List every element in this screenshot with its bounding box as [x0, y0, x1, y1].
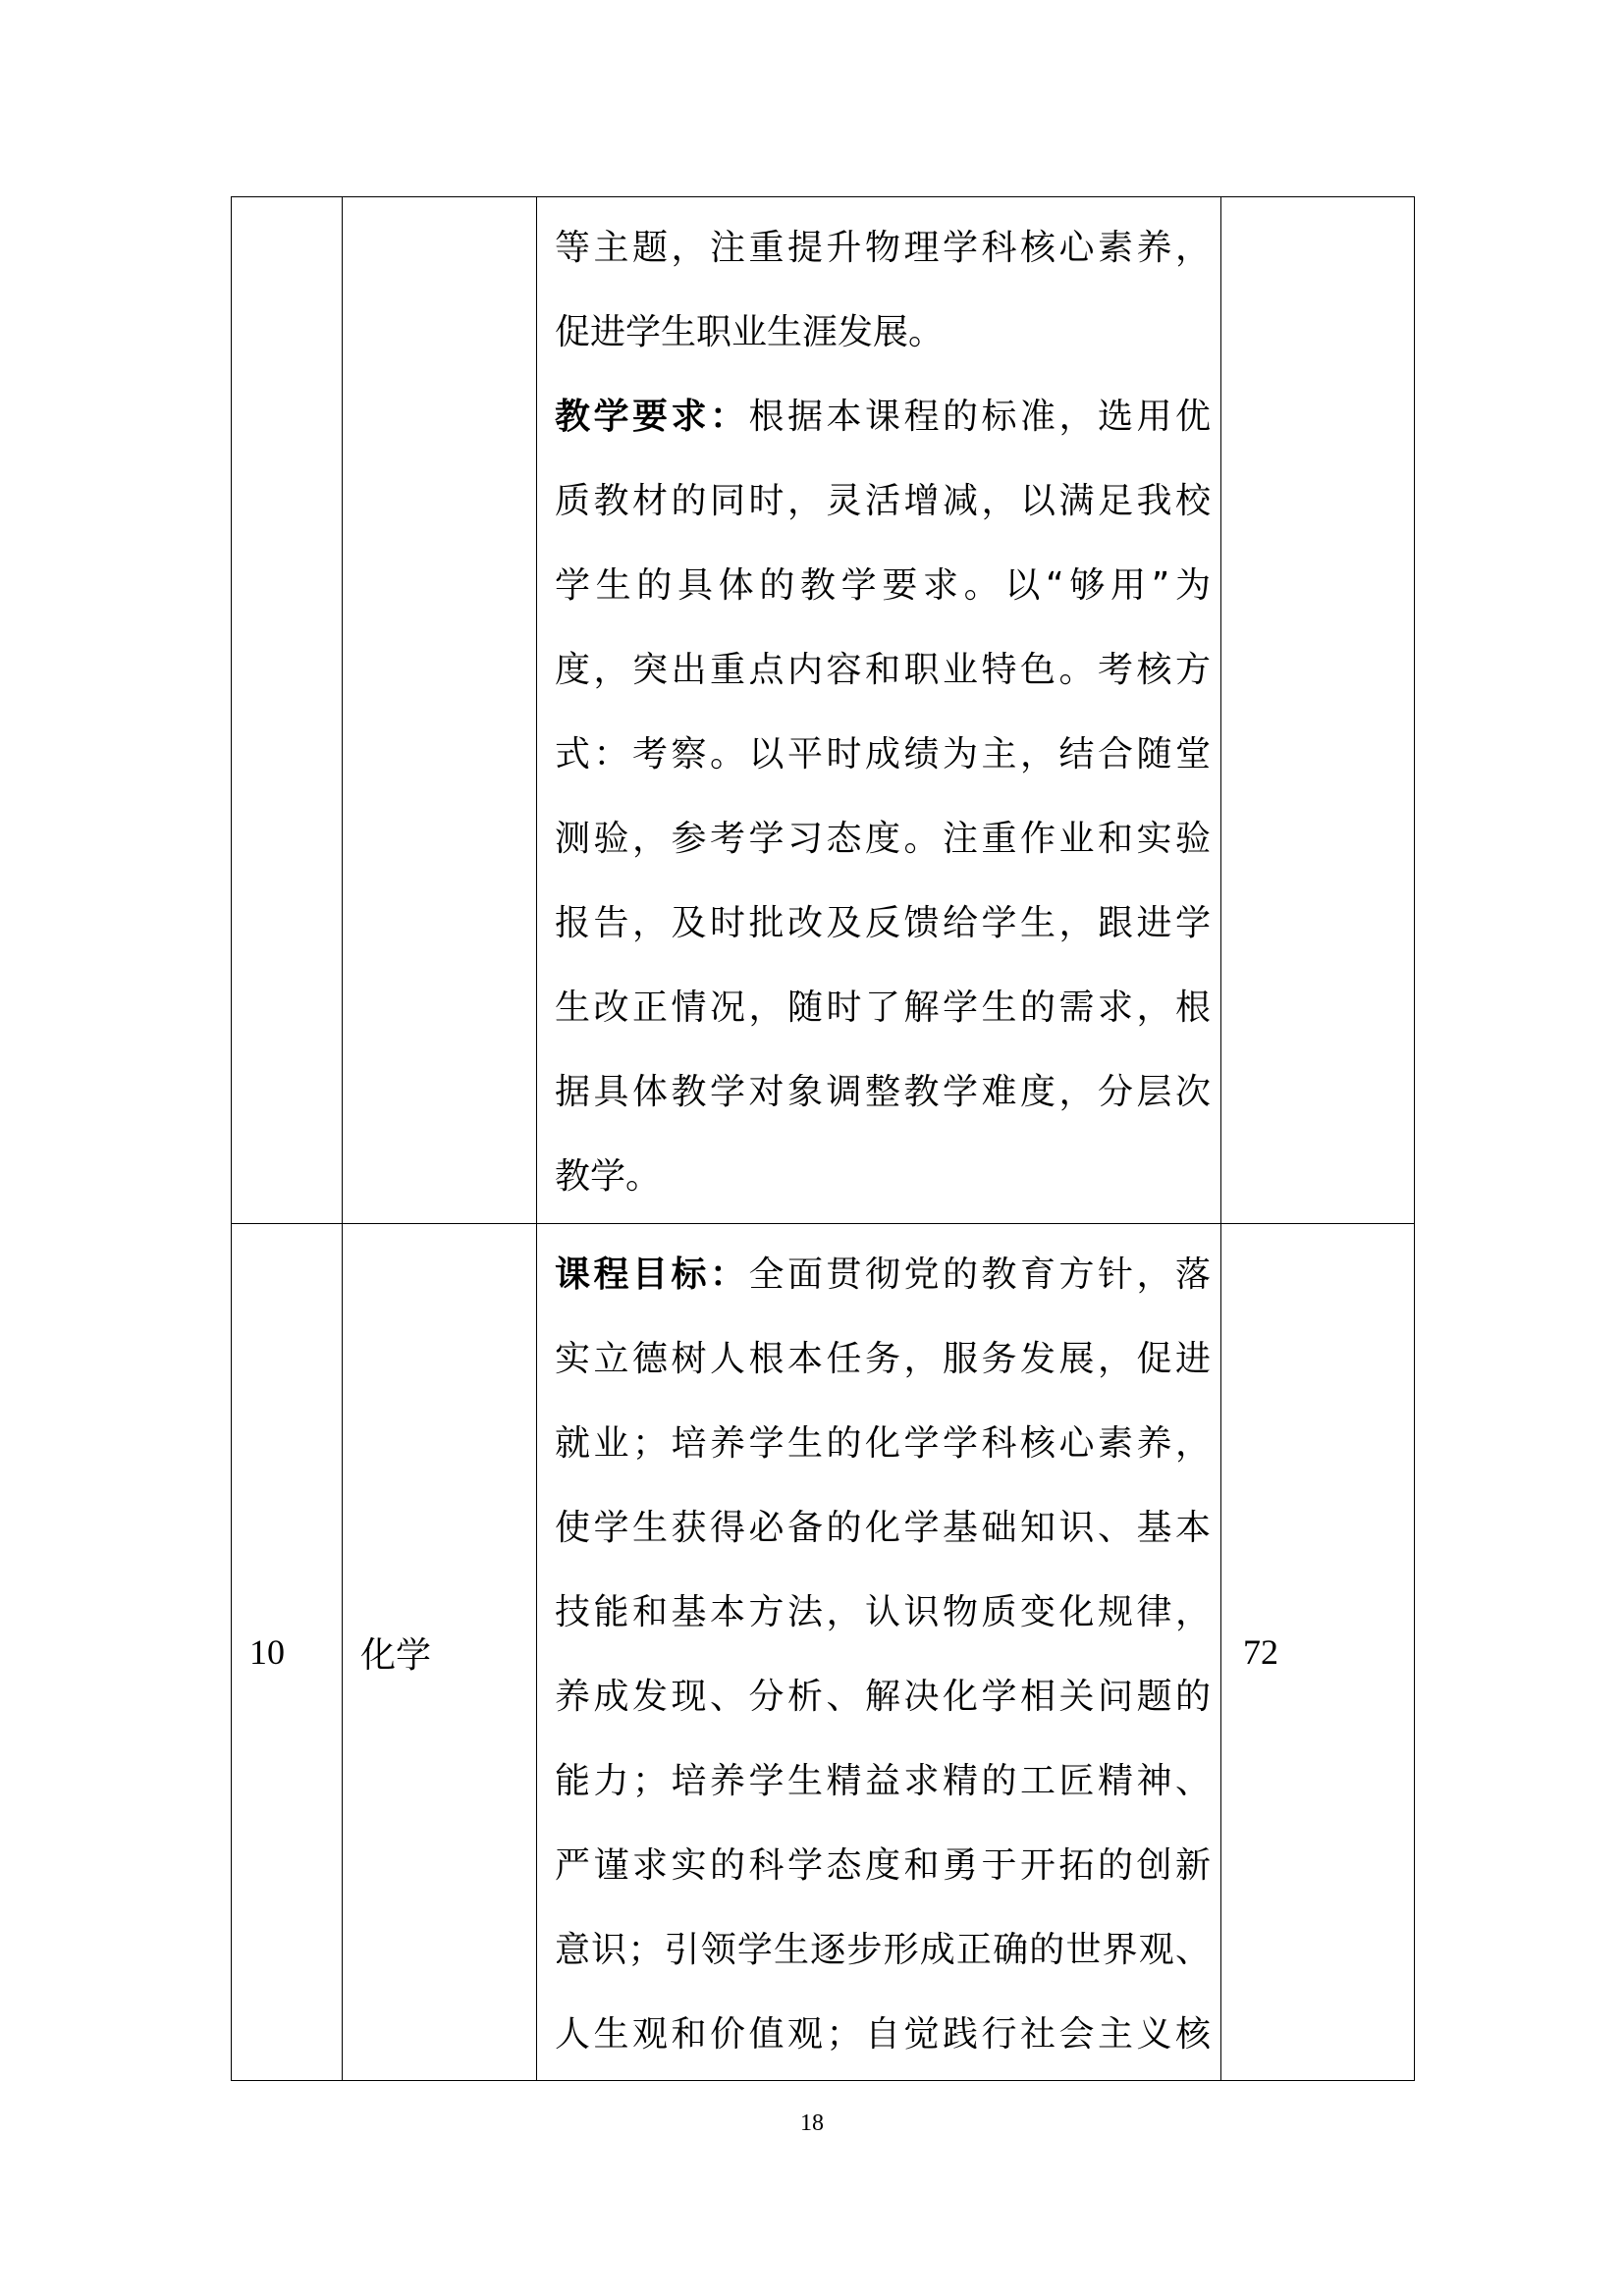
description-line — [555, 1486, 1211, 1571]
description-text: 测验，参考学习态度。注重作业和实验 — [555, 819, 1211, 859]
course-hours-cell: 72 — [1221, 1224, 1415, 2081]
description-line — [555, 1908, 1211, 1993]
table-row-chemistry — [232, 1224, 1415, 2081]
description-text: 使学生获得必备的化学基础知识、基本 — [555, 1508, 1211, 1548]
description-text: 等主题，注重提升物理学科核心素养， — [555, 228, 1211, 268]
description-text: 严谨求实的科学态度和勇于开拓的创新 — [555, 1845, 1211, 1886]
course-name-cell: 化学 — [343, 1224, 537, 2081]
description-line — [555, 797, 1211, 881]
description-line — [555, 1993, 1211, 2077]
description-text: 人生观和价值观；自觉践行社会主义核 — [555, 2014, 1211, 2055]
description-text: 意识；引领学生逐步形成正确的世界观、 — [555, 1930, 1211, 1970]
course-description-cell — [537, 1224, 1221, 2081]
course-description-cell — [537, 197, 1221, 1224]
description-label: 课程目标： — [555, 1255, 749, 1295]
description-text: 全面贯彻党的教育方针，落 — [748, 1255, 1211, 1295]
description-line — [555, 544, 1211, 628]
description-text: 能力；培养学生精益求精的工匠精神、 — [555, 1761, 1211, 1801]
description-line — [555, 1655, 1211, 1739]
description-text: 报告，及时批改及反馈给学生，跟进学 — [555, 903, 1211, 943]
course-table — [231, 196, 1415, 2081]
description-text: 度，突出重点内容和职业特色。考核方 — [555, 650, 1211, 690]
course-number-cell — [232, 197, 343, 1224]
description-text: 根据本课程的标准，选用优 — [748, 397, 1211, 437]
description-line — [555, 1135, 1211, 1219]
description-line — [555, 1402, 1211, 1486]
description-text: 教学。 — [555, 1156, 662, 1197]
description-text: 养成发现、分析、解决化学相关问题的 — [555, 1677, 1211, 1717]
description-line — [555, 375, 1211, 459]
description-text: 据具体教学对象调整教学难度，分层次 — [555, 1072, 1211, 1112]
description-line — [555, 1824, 1211, 1908]
description-text: 技能和基本方法，认识物质变化规律， — [555, 1592, 1211, 1632]
page-number: 18 — [800, 2110, 824, 2136]
description-label: 教学要求： — [555, 397, 749, 437]
course-hours-cell — [1221, 197, 1415, 1224]
course-name-cell — [343, 197, 537, 1224]
description-line — [555, 206, 1211, 291]
description-line — [555, 1571, 1211, 1655]
description-line — [555, 713, 1211, 797]
description-line — [555, 1050, 1211, 1135]
description-line — [555, 1739, 1211, 1824]
description-line — [555, 881, 1211, 966]
description-text: 实立德树人根本任务，服务发展，促进 — [555, 1339, 1211, 1379]
table-row-continuation — [232, 197, 1415, 1224]
description-text: 促进学生职业生涯发展。 — [555, 312, 945, 352]
description-line — [555, 1233, 1211, 1317]
description-text: 质教材的同时，灵活增减，以满足我校 — [555, 481, 1211, 521]
description-line — [555, 1317, 1211, 1402]
description-line — [555, 459, 1211, 544]
description-line — [555, 291, 1211, 375]
description-line — [555, 628, 1211, 713]
description-text: 就业；培养学生的化学学科核心素养， — [555, 1423, 1211, 1464]
description-text: 学生的具体的教学要求。以“够用”为 — [555, 565, 1211, 606]
course-number-cell: 10 — [232, 1224, 343, 2081]
description-line — [555, 966, 1211, 1050]
description-text: 生改正情况，随时了解学生的需求，根 — [555, 988, 1211, 1028]
description-text: 式：考察。以平时成绩为主，结合随堂 — [555, 734, 1211, 774]
